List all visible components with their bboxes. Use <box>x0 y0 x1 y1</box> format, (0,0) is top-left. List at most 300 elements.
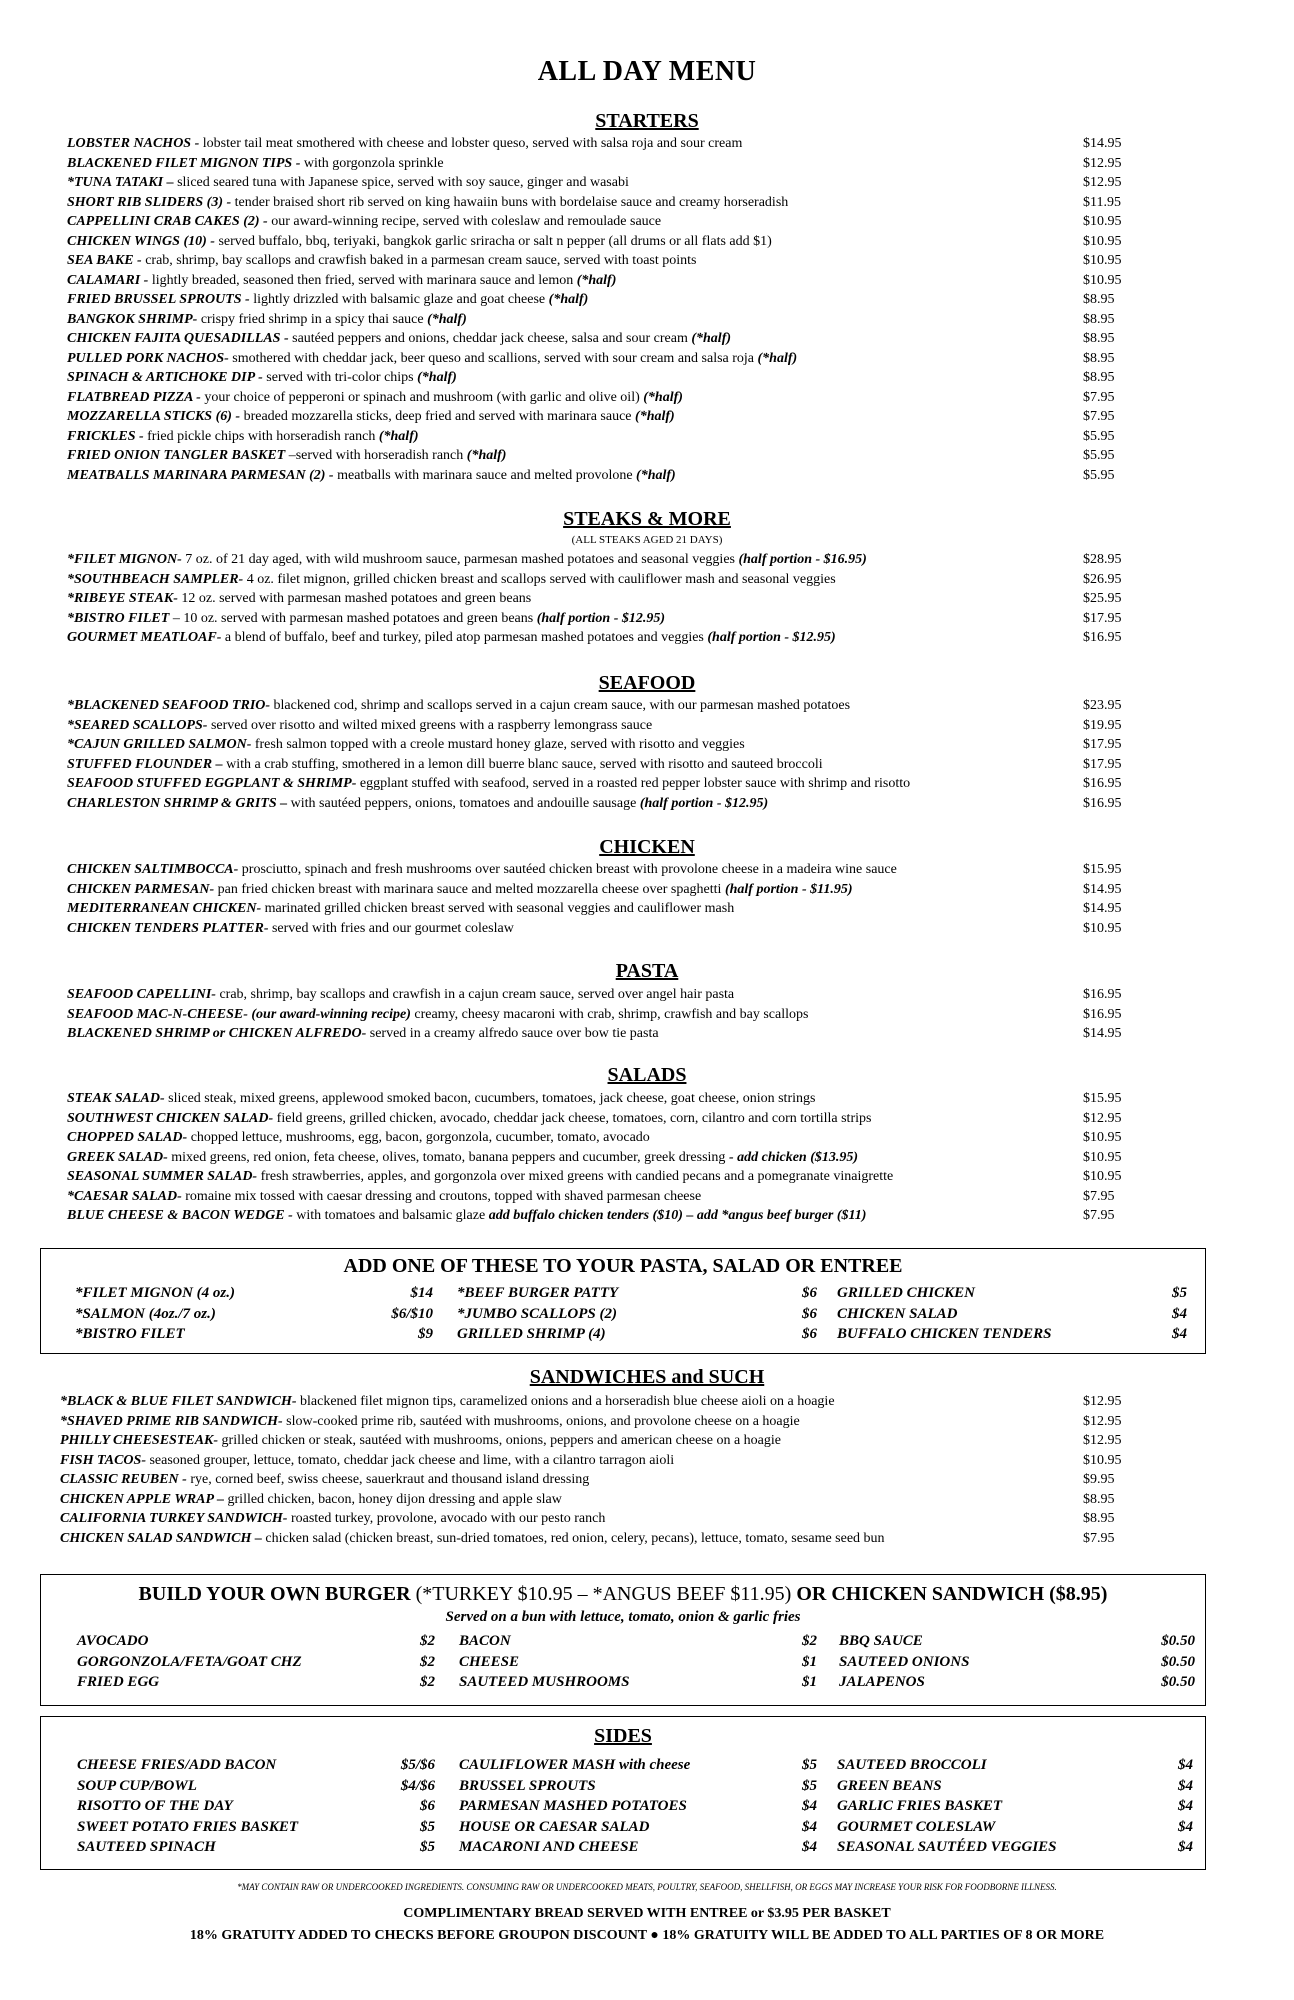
menu-item <box>67 589 1202 609</box>
item-description: 4 oz. filet mignon, grilled chicken breast and scallops served with cauliflower mash and seasonal veggies <box>243 571 836 587</box>
option-price: $6 <box>420 1798 435 1814</box>
option-price: $6 <box>802 1305 817 1322</box>
menu-item <box>67 251 1202 271</box>
option-name: RISOTTO OF THE DAY <box>77 1798 233 1814</box>
item-name: *SHAVED PRIME RIB SANDWICH- <box>60 1413 283 1429</box>
seafood-heading: SEAFOOD <box>598 672 696 694</box>
option-name: GOURMET COLESLAW <box>837 1818 996 1835</box>
menu-item <box>67 735 1202 755</box>
menu-item <box>67 1109 1202 1129</box>
option-name: SEASONAL SAUTÉED VEGGIES <box>837 1839 1057 1855</box>
item-description: served with tri-color chips <box>262 370 418 385</box>
option-name: CHEESE <box>459 1653 520 1670</box>
item-description: pan fried chicken breast with marinara sauce and melted mozzarella cheese over spaghetti <box>214 881 725 897</box>
option-price: $6/$10 <box>391 1305 433 1322</box>
menu-item <box>60 1451 1200 1471</box>
item-price: $8.95 <box>1083 350 1115 366</box>
item-name: CHICKEN TENDERS PLATTER- <box>67 920 269 936</box>
option-price: $4 <box>1178 1818 1193 1835</box>
steaks-list <box>67 550 1202 648</box>
footer-gratuity-line: 18% GRATUITY ADDED TO CHECKS BEFORE GROUPON DISCOUNT ● 18% GRATUITY WILL BE ADDED TO ALL PARTIES OF 8 OR MORE <box>189 1928 1105 1943</box>
item-name: CAPPELLINI CRAB CAKES (2) - <box>67 214 268 229</box>
option-name: SAUTEED SPINACH <box>77 1839 216 1855</box>
option-price: $2 <box>420 1674 435 1690</box>
item-name: SEAFOOD CAPELLINI- <box>67 987 216 1002</box>
item-name: SOUTHWEST CHICKEN SALAD- <box>67 1110 274 1126</box>
option-price: $4 <box>1178 1777 1193 1794</box>
burger-box <box>40 1574 1206 1706</box>
item-price: $15.95 <box>1083 862 1122 877</box>
menu-item <box>67 550 1202 570</box>
option-price: $4 <box>1178 1839 1193 1855</box>
item-name: BLUE CHEESE & BACON WEDGE - <box>67 1208 293 1223</box>
item-price: $14.95 <box>1083 136 1122 151</box>
option-price: $5 <box>802 1777 817 1794</box>
item-name: SPINACH & ARTICHOKE DIP - <box>67 370 263 385</box>
burger-heading-chicken: OR CHICKEN SANDWICH ($8.95) <box>796 1583 1108 1605</box>
item-name: *SOUTHBEACH SAMPLER- <box>67 571 244 587</box>
item-note: add buffalo chicken tenders ($10) – add *angus beef burger ($11) <box>488 1208 867 1223</box>
item-name: FRICKLES - <box>67 428 144 444</box>
item-price: $10.95 <box>1083 233 1122 249</box>
item-description: prosciutto, spinach and fresh mushrooms over sautéed chicken breast with provolone cheese in a madeira wine sauce <box>238 862 897 877</box>
burger-heading-main: BUILD YOUR OWN BURGER <box>138 1583 411 1605</box>
item-description: fresh strawberries, apples, and gorgonzola over mixed greens with candied pecans and a pomegranate vinaigrette <box>257 1169 894 1184</box>
item-name: *RIBEYE STEAK- <box>67 591 178 606</box>
item-price: $19.95 <box>1083 717 1122 733</box>
item-name: FLATBREAD PIZZA - <box>67 389 201 405</box>
option-name: HOUSE OR CAESAR SALAD <box>459 1818 650 1835</box>
footer-bread-line: COMPLIMENTARY BREAD SERVED WITH ENTREE or $3.95 PER BASKET <box>403 1906 891 1921</box>
menu-item <box>67 173 1202 193</box>
item-price: $8.95 <box>1083 1491 1115 1507</box>
option-price: $4/$6 <box>400 1777 435 1794</box>
menu-item <box>67 880 1202 900</box>
item-name: *CAJUN GRILLED SALMON- <box>67 737 252 752</box>
item-name: SEAFOOD STUFFED EGGPLANT & SHRIMP- <box>67 776 357 791</box>
steaks-heading: STEAKS & MORE <box>563 508 731 530</box>
item-description: grilled chicken or steak, sautéed with mushrooms, onions, peppers and american cheese on a hoagie <box>218 1433 781 1448</box>
item-price: $5.95 <box>1083 428 1115 444</box>
option-name: BRUSSEL SPROUTS <box>459 1777 596 1794</box>
item-description: with tomatoes and balsamic glaze <box>292 1208 489 1223</box>
item-description: roasted turkey, provolone, avocado with our pesto ranch <box>287 1511 606 1526</box>
burger-col-1 <box>77 1631 435 1693</box>
item-name: MEATBALLS MARINARA PARMESAN (2) - <box>67 467 334 483</box>
item-price: $12.95 <box>1083 1433 1122 1448</box>
item-description: 12 oz. served with parmesan mashed potatoes and green beans <box>177 591 532 606</box>
item-description: crispy fried shrimp in a spicy thai sauce <box>197 311 428 327</box>
item-note: (*half) <box>691 331 732 346</box>
item-name: *SEARED SCALLOPS- <box>67 717 208 733</box>
item-price: $17.95 <box>1083 737 1122 752</box>
starters-list <box>67 134 1202 485</box>
menu-item <box>67 1187 1202 1207</box>
option-price: $4 <box>802 1818 817 1835</box>
item-note: (half portion - $12.95) <box>536 610 666 626</box>
item-description: slow-cooked prime rib, sautéed with mushrooms, onions, and provolone cheese on a hoagie <box>282 1413 800 1429</box>
item-price: $10.95 <box>1083 1169 1122 1184</box>
item-price: $12.95 <box>1083 1394 1122 1409</box>
sides-heading: SIDES <box>594 1725 652 1747</box>
item-price: $23.95 <box>1083 698 1122 713</box>
option-item <box>837 1796 1193 1817</box>
option-item <box>457 1324 817 1345</box>
item-description: – 10 oz. served with parmesan mashed potatoes and green beans <box>169 610 537 626</box>
option-item <box>77 1837 435 1858</box>
item-note: (*half) <box>643 389 683 405</box>
menu-item <box>67 774 1202 794</box>
option-item <box>77 1755 435 1776</box>
item-name: PULLED PORK NACHOS- <box>67 350 229 366</box>
item-name: *BISTRO FILET <box>67 610 170 626</box>
item-description: a blend of buffalo, beef and turkey, piled atop parmesan mashed potatoes and veggies <box>221 630 708 645</box>
option-item <box>77 1631 435 1652</box>
option-item <box>839 1672 1195 1693</box>
option-name: GREEN BEANS <box>837 1777 942 1794</box>
salads-list <box>67 1089 1202 1226</box>
option-item <box>77 1672 435 1693</box>
item-price: $26.95 <box>1083 571 1122 587</box>
item-note: (*half) <box>635 409 675 424</box>
option-item <box>459 1837 817 1858</box>
item-name: *CAESAR SALAD- <box>67 1188 182 1204</box>
option-name: GARLIC FRIES BASKET <box>837 1798 1003 1814</box>
item-description: mixed greens, red onion, feta cheese, olives, tomato, banana peppers and cucumber, greek dressing <box>167 1149 729 1165</box>
menu-item <box>67 985 1202 1005</box>
steaks-note: (ALL STEAKS AGED 21 DAYS) <box>571 534 723 546</box>
item-description: lightly drizzled with balsamic glaze and goat cheese <box>249 292 549 307</box>
item-price: $10.95 <box>1083 1130 1122 1145</box>
option-price: $5 <box>420 1839 435 1855</box>
option-item <box>837 1283 1187 1304</box>
item-price: $17.95 <box>1083 756 1122 772</box>
item-description: crab, shrimp, bay scallops and crawfish baked in a parmesan cream sauce, served with toast points <box>141 253 697 268</box>
item-description: 7 oz. of 21 day aged, with wild mushroom sauce, parmesan mashed potatoes and seasonal veggies <box>181 552 739 567</box>
item-price: $16.95 <box>1083 630 1122 645</box>
item-price: $5.95 <box>1083 467 1115 483</box>
option-price: $1 <box>802 1653 817 1670</box>
item-price: $12.95 <box>1083 175 1122 190</box>
option-item <box>457 1283 817 1304</box>
item-description: with sautéed peppers, onions, tomatoes and andouille sausage <box>287 795 640 811</box>
item-price: $17.95 <box>1083 610 1122 626</box>
item-description: eggplant stuffed with seafood, served in a roasted red pepper lobster sauce with shrimp and risotto <box>356 776 911 791</box>
option-item <box>837 1776 1193 1797</box>
item-price: $16.95 <box>1083 1006 1122 1022</box>
menu-item <box>67 134 1202 154</box>
item-note: (*half) <box>548 292 589 307</box>
menu-item <box>67 388 1202 408</box>
item-description: grilled chicken, bacon, honey dijon dressing and apple slaw <box>224 1491 562 1507</box>
menu-item <box>60 1490 1200 1510</box>
menu-item <box>67 860 1202 880</box>
option-price: $4 <box>1172 1305 1187 1322</box>
option-price: $1 <box>802 1674 817 1690</box>
addons-col-3 <box>837 1283 1187 1345</box>
option-name: *SALMON (4oz./7 oz.) <box>75 1305 216 1322</box>
option-name: CHICKEN SALAD <box>837 1305 958 1322</box>
item-name: STUFFED FLOUNDER – <box>67 756 223 772</box>
item-note: (half portion - $12.95) <box>639 795 769 811</box>
option-price: $6 <box>802 1285 817 1301</box>
item-description: crab, shrimp, bay scallops and crawfish in a cajun cream sauce, served over angel hair pasta <box>215 987 735 1002</box>
item-description: blackened filet mignon tips, caramelized onions and a horseradish blue cheese aioli on a hoagie <box>296 1394 835 1409</box>
menu-item <box>60 1431 1200 1451</box>
addons-col-2 <box>457 1283 817 1345</box>
item-description: chicken salad (chicken breast, sun-dried tomatoes, red onion, celery, pecans), lettuce, tomato, sesame seed bun <box>261 1530 885 1546</box>
option-price: $4 <box>1178 1757 1193 1773</box>
menu-item <box>67 1024 1202 1044</box>
item-name: BANGKOK SHRIMP- <box>67 311 198 327</box>
menu-item <box>60 1412 1200 1432</box>
item-price: $15.95 <box>1083 1091 1122 1106</box>
option-item <box>837 1324 1187 1345</box>
item-price: $10.95 <box>1083 253 1122 268</box>
menu-item <box>67 407 1202 427</box>
option-name: JALAPENOS <box>839 1674 925 1690</box>
item-note: (*half) <box>466 448 507 463</box>
menu-item <box>67 755 1202 775</box>
item-price: $8.95 <box>1083 1511 1115 1526</box>
menu-item <box>67 368 1202 388</box>
item-price: $16.95 <box>1083 987 1122 1002</box>
item-description: chopped lettuce, mushrooms, egg, bacon, gorgonzola, cucumber, tomato, avocado <box>187 1130 650 1145</box>
option-item <box>77 1776 435 1797</box>
item-note: (*half) <box>417 370 457 385</box>
item-price: $14.95 <box>1083 901 1122 916</box>
item-price: $16.95 <box>1083 776 1122 791</box>
item-note: (*half) <box>636 467 676 483</box>
item-note: (half portion - $11.95) <box>724 881 853 897</box>
menu-item <box>67 899 1202 919</box>
item-name: *BLACK & BLUE FILET SANDWICH- <box>60 1394 297 1409</box>
item-price: $28.95 <box>1083 552 1122 567</box>
item-name: LOBSTER NACHOS - <box>67 136 200 151</box>
item-price: $7.95 <box>1083 1208 1115 1223</box>
item-name: SEA BAKE - <box>67 253 142 268</box>
item-name: MOZZARELLA STICKS (6) - <box>67 409 241 424</box>
item-price: $10.95 <box>1083 920 1122 936</box>
option-item <box>459 1672 817 1693</box>
item-price: $7.95 <box>1083 1188 1115 1204</box>
option-name: *BISTRO FILET <box>75 1326 185 1342</box>
option-item <box>837 1755 1193 1776</box>
item-description: romaine mix tossed with caesar dressing and croutons, topped with shaved parmesan cheese <box>181 1188 702 1204</box>
option-name: SWEET POTATO FRIES BASKET <box>77 1818 299 1835</box>
item-description: sliced steak, mixed greens, applewood smoked bacon, cucumbers, tomatoes, jack cheese, goat cheese, onion strings <box>164 1091 816 1106</box>
addons-box <box>40 1248 1206 1354</box>
item-name: CALAMARI - <box>67 272 149 288</box>
option-name: GRILLED CHICKEN <box>837 1285 975 1301</box>
option-price: $6 <box>802 1326 817 1342</box>
option-item <box>75 1324 433 1345</box>
item-description: seasoned grouper, lettuce, tomato, cheddar jack cheese and lime, with a cilantro tarragon aioli <box>145 1452 675 1468</box>
menu-item <box>67 290 1202 310</box>
sides-col-1 <box>77 1755 435 1858</box>
item-note: (half portion - $16.95) <box>738 552 867 567</box>
option-item <box>459 1817 817 1838</box>
option-item <box>75 1304 433 1325</box>
menu-item <box>67 154 1202 174</box>
option-price: $14 <box>410 1285 433 1301</box>
menu-item <box>67 794 1202 814</box>
item-price: $10.95 <box>1083 272 1122 288</box>
option-price: $4 <box>1178 1798 1193 1814</box>
option-name: BBQ SAUCE <box>839 1633 923 1649</box>
option-name: SAUTEED ONIONS <box>839 1653 970 1670</box>
option-price: $5 <box>1172 1285 1187 1301</box>
option-price: $4 <box>1172 1326 1187 1342</box>
sandwiches-list <box>60 1392 1200 1548</box>
option-price: $4 <box>802 1839 817 1855</box>
option-name: *JUMBO SCALLOPS (2) <box>457 1305 618 1322</box>
option-price: $2 <box>802 1633 817 1649</box>
page-title: ALL DAY MENU <box>537 56 757 87</box>
item-name: CHOPPED SALAD- <box>67 1130 188 1145</box>
option-price: $2 <box>420 1633 435 1649</box>
item-description: –served with horseradish ranch <box>285 448 467 463</box>
option-price: $9 <box>418 1326 433 1342</box>
item-price: $9.95 <box>1083 1472 1115 1487</box>
menu-item <box>67 232 1202 252</box>
item-description: served in a creamy alfredo sauce over bow tie pasta <box>366 1026 659 1041</box>
item-note: (our award-winning recipe) <box>251 1006 411 1022</box>
item-price: $14.95 <box>1083 881 1122 897</box>
option-name: SAUTEED MUSHROOMS <box>459 1674 630 1690</box>
option-item <box>459 1796 817 1817</box>
menu-item <box>67 329 1202 349</box>
option-item <box>77 1652 435 1673</box>
menu-item <box>67 1128 1202 1148</box>
menu-item <box>67 427 1202 447</box>
option-price: $0.50 <box>1161 1653 1195 1670</box>
option-name: FRIED EGG <box>77 1674 160 1690</box>
item-price: $5.95 <box>1083 448 1115 463</box>
option-name: GORGONZOLA/FETA/GOAT CHZ <box>77 1653 302 1670</box>
item-name: SEASONAL SUMMER SALAD- <box>67 1169 258 1184</box>
item-description: lobster tail meat smothered with cheese and lobster queso, served with salsa roja and sour cream <box>199 136 743 151</box>
item-price: $25.95 <box>1083 591 1122 606</box>
item-name: GREEK SALAD- <box>67 1149 168 1165</box>
menu-item <box>67 628 1202 648</box>
item-description: tender braised short rib served on king hawaiin buns with bordelaise sauce and creamy horseradish <box>231 194 789 210</box>
item-price: $8.95 <box>1083 331 1115 346</box>
item-name: CHICKEN SALTIMBOCCA- <box>67 862 239 877</box>
item-name: CHICKEN WINGS (10) - <box>67 233 215 249</box>
option-name: *FILET MIGNON (4 oz.) <box>75 1285 236 1301</box>
sides-col-3 <box>837 1755 1193 1858</box>
option-item <box>459 1755 817 1776</box>
option-name: SOUP CUP/BOWL <box>77 1777 197 1794</box>
menu-item <box>67 1005 1202 1025</box>
menu-item <box>67 1206 1202 1226</box>
menu-item <box>60 1509 1200 1529</box>
item-price: $7.95 <box>1083 389 1115 405</box>
item-description: with gorgonzola sprinkle <box>300 155 444 171</box>
item-note: (*half) <box>427 311 467 327</box>
item-price: $14.95 <box>1083 1026 1122 1041</box>
item-price: $10.95 <box>1083 214 1122 229</box>
salads-heading: SALADS <box>607 1064 687 1086</box>
sides-col-2 <box>459 1755 817 1858</box>
allergen-disclaimer: *MAY CONTAIN RAW OR UNDERCOOKED INGREDIENTS. CONSUMING RAW OR UNDERCOOKED MEATS, POULTRY, SEAFOOD, SHELLFISH, OR EGGS MAY INCREASE YOUR RISK FOR FOODBORNE ILLNESS. <box>237 1882 1057 1892</box>
item-name: FISH TACOS- <box>60 1452 146 1468</box>
item-price: $7.95 <box>1083 1530 1115 1546</box>
item-description: our award-winning recipe, served with coleslaw and remoulade sauce <box>267 214 662 229</box>
item-name: *BLACKENED SEAFOOD TRIO- <box>67 698 271 713</box>
option-name: *BEEF BURGER PATTY <box>457 1285 619 1301</box>
option-item <box>837 1304 1187 1325</box>
item-name: BLACKENED FILET MIGNON TIPS - <box>67 155 301 171</box>
item-name: CHICKEN FAJITA QUESADILLAS - <box>67 331 289 346</box>
item-description-extra: creamy, cheesy macaroni with crab, shrimp, crawfish and bay scallops <box>410 1006 809 1022</box>
option-item <box>459 1631 817 1652</box>
item-description: sliced seared tuna with Japanese spice, served with soy sauce, ginger and wasabi <box>173 175 629 190</box>
item-name: SEAFOOD MAC-N-CHEESE- <box>67 1006 248 1022</box>
addons-heading: ADD ONE OF THESE TO YOUR PASTA, SALAD OR ENTREE <box>343 1255 903 1277</box>
item-description: meatballs with marinara sauce and melted provolone <box>333 467 637 483</box>
option-name: BUFFALO CHICKEN TENDERS <box>837 1326 1052 1342</box>
option-name: BACON <box>459 1633 511 1649</box>
option-item <box>839 1631 1195 1652</box>
option-item <box>75 1283 433 1304</box>
item-note: (*half) <box>576 272 617 288</box>
option-name: AVOCADO <box>77 1633 149 1649</box>
item-price: $10.95 <box>1083 1452 1122 1468</box>
menu-item <box>60 1470 1200 1490</box>
item-note: - add chicken ($13.95) <box>728 1149 859 1165</box>
menu-item <box>67 1089 1202 1109</box>
menu-item <box>67 212 1202 232</box>
item-name: FRIED BRUSSEL SPROUTS - <box>67 292 250 307</box>
item-note: (*half) <box>757 350 798 366</box>
menu-item <box>67 570 1202 590</box>
menu-item <box>67 716 1202 736</box>
chicken-heading: CHICKEN <box>599 836 695 858</box>
menu-item <box>67 349 1202 369</box>
option-price: $5 <box>802 1757 817 1773</box>
item-name: CLASSIC REUBEN - <box>60 1472 187 1487</box>
option-price: $0.50 <box>1161 1633 1195 1649</box>
addons-col-1 <box>75 1283 433 1345</box>
item-description: served over risotto and wilted mixed greens with a raspberry lemongrass sauce <box>207 717 653 733</box>
menu-item <box>67 310 1202 330</box>
item-description: breaded mozzarella sticks, deep fried and served with marinara sauce <box>240 409 636 424</box>
pasta-heading: PASTA <box>615 960 679 982</box>
burger-heading <box>41 1583 1205 1606</box>
item-name: MEDITERRANEAN CHICKEN- <box>67 901 262 916</box>
sandwiches-heading: SANDWICHES and SUCH <box>529 1366 765 1388</box>
item-description: fresh salmon topped with a creole mustard honey glaze, served with risotto and veggies <box>251 737 745 752</box>
chicken-list <box>67 860 1202 938</box>
item-name: *TUNA TATAKI – <box>67 175 174 190</box>
option-name: CHEESE FRIES/ADD BACON <box>77 1757 277 1773</box>
option-price: $5 <box>420 1818 435 1835</box>
item-name: CHICKEN PARMESAN- <box>67 881 215 897</box>
option-item <box>77 1796 435 1817</box>
burger-heading-prices: (*TURKEY $10.95 – *ANGUS BEEF $11.95) <box>410 1583 797 1605</box>
item-description: served buffalo, bbq, teriyaki, bangkok garlic sriracha or salt n pepper (all drums or all flats add $1) <box>214 233 772 249</box>
item-note: (half portion - $12.95) <box>707 630 836 645</box>
item-name: STEAK SALAD- <box>67 1091 165 1106</box>
item-price: $16.95 <box>1083 795 1122 811</box>
starters-heading: STARTERS <box>595 110 699 132</box>
item-name: SHORT RIB SLIDERS (3) - <box>67 194 232 210</box>
option-price: $5/$6 <box>400 1757 435 1773</box>
option-name: GRILLED SHRIMP (4) <box>457 1326 606 1342</box>
option-item <box>837 1837 1193 1858</box>
